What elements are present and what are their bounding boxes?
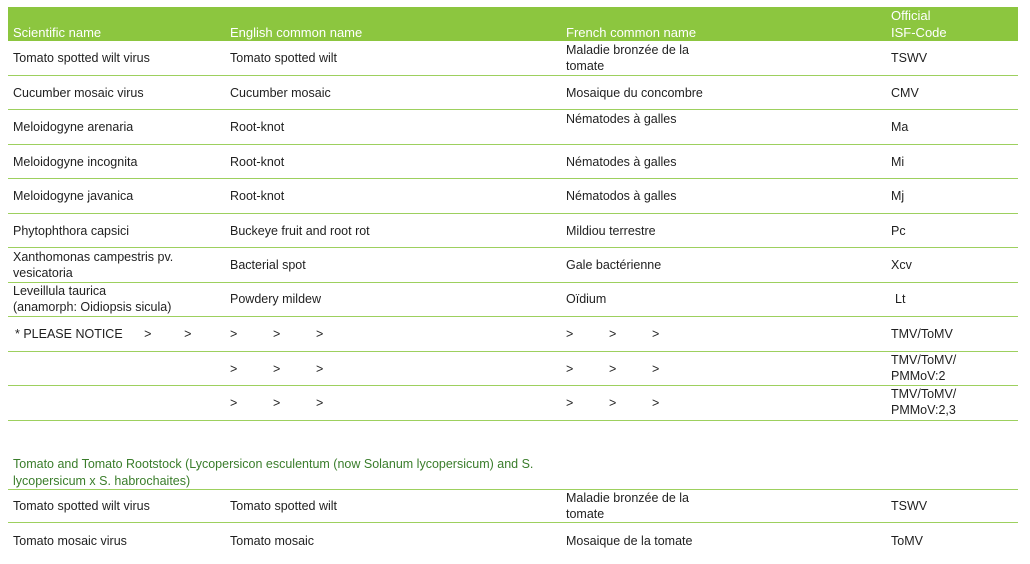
table-row [8,179,1018,214]
french-name-cont: tomate [566,59,605,73]
arrow-group [230,395,359,411]
arrow-group [230,326,359,342]
section-title [13,456,573,490]
arrow-icon: > [652,362,660,376]
french-name: Nématodes à galles [566,112,677,126]
scientific-name: Meloidogyne javanica [13,189,134,203]
french-name: Mosaique du concombre [566,86,703,100]
isf-code: ToMV [891,534,923,548]
french-name: Maladie bronzée de la [566,43,689,57]
arrow-icon: > [316,327,324,341]
arrow-group [230,361,359,377]
table-row [8,248,1018,283]
isf-code: TMV/ToMV/ [891,353,957,367]
french-name-cont: tomate [566,507,605,521]
english-name: Cucumber mosaic [230,86,331,100]
isf-code: TMV/ToMV [891,327,953,341]
table-row [8,214,1018,248]
arrow-group [144,326,224,342]
isf-code-cont: PMMoV:2,3 [891,403,956,417]
english-name: Root-knot [230,189,285,203]
arrow-icon: > [566,362,574,376]
col-header-english: English common name [230,25,363,40]
french-name: Nématodes à galles [566,155,677,169]
table-row [8,490,1018,523]
arrow-icon: > [273,396,281,410]
arrow-icon: > [609,327,617,341]
french-name: Mosaique de la tomate [566,534,693,548]
scientific-name-cont: (anamorph: Oidiopsis sicula) [13,300,172,314]
arrow-icon: > [566,327,574,341]
arrow-icon: > [652,327,660,341]
isf-code: Xcv [891,258,912,272]
section-title-line2: lycopersicum x S. habrochaites) [13,474,191,488]
french-name: Nématodos à galles [566,189,677,203]
table-row [8,523,1018,559]
scientific-name: Phytophthora capsici [13,224,130,238]
isf-code: Lt [895,292,906,306]
section-title-line1: Tomato and Tomato Rootstock (Lycopersicon esculentum (now Solanum lycopersicum) and S. [13,457,534,471]
arrow-icon: > [230,396,238,410]
arrow-group [566,361,695,377]
arrow-group [566,395,695,411]
table-row [8,145,1018,179]
arrow-icon: > [230,362,238,376]
arrow-icon: > [273,362,281,376]
scientific-name-cont: vesicatoria [13,266,73,280]
col-header-code-line1: Official [891,8,931,23]
english-name: Root-knot [230,120,285,134]
arrow-icon: > [609,362,617,376]
isf-code: CMV [891,86,919,100]
scientific-name: Leveillula taurica [13,284,107,298]
notice-row [8,317,1018,352]
isf-code: TMV/ToMV/ [891,387,957,401]
english-name: Buckeye fruit and root rot [230,224,370,238]
isf-code: TSWV [891,499,928,513]
french-name: Maladie bronzée de la [566,491,689,505]
english-name: Tomato spotted wilt [230,499,337,513]
col-header-code-line2: ISF-Code [891,25,947,40]
arrow-icon: > [230,327,238,341]
notice-cell [15,326,224,342]
english-name: Bacterial spot [230,258,306,272]
isf-code-cont: PMMoV:2 [891,369,946,383]
table-row [8,76,1018,110]
english-name: Powdery mildew [230,292,322,306]
isf-code: Pc [891,224,906,238]
arrow-icon: > [316,362,324,376]
table-row [8,283,1018,317]
arrow-icon: > [652,396,660,410]
table-row [8,41,1018,76]
arrow-icon: > [144,327,152,341]
english-name: Tomato spotted wilt [230,51,337,65]
english-name: Tomato mosaic [230,534,315,548]
english-name: Root-knot [230,155,285,169]
scientific-name: Tomato spotted wilt virus [13,499,150,513]
scientific-name: Meloidogyne arenaria [13,120,134,134]
french-name: Oïdium [566,292,607,306]
arrow-icon: > [273,327,281,341]
col-header-french: French common name [566,25,697,40]
arrow-group [566,326,695,342]
scientific-name: Xanthomonas campestris pv. [13,250,174,264]
scientific-name: Cucumber mosaic virus [13,86,144,100]
isf-code: Mi [891,155,905,169]
isf-code: Mj [891,189,905,203]
table-row [8,110,1018,145]
arrow-icon: > [184,327,192,341]
french-name: Gale bactérienne [566,258,662,272]
french-name: Mildiou terrestre [566,224,656,238]
scientific-name: Tomato spotted wilt virus [13,51,150,65]
arrow-icon: > [566,396,574,410]
isf-code: Ma [891,120,909,134]
arrow-icon: > [609,396,617,410]
notice-row [8,352,1018,386]
notice-row [8,386,1018,421]
scientific-name: Meloidogyne incognita [13,155,138,169]
notice-label: * PLEASE NOTICE [15,327,123,341]
col-header-scientific: Scientific name [13,25,102,40]
arrow-icon: > [316,396,324,410]
scientific-name: Tomato mosaic virus [13,534,127,548]
table-header [8,7,1018,41]
isf-code: TSWV [891,51,928,65]
